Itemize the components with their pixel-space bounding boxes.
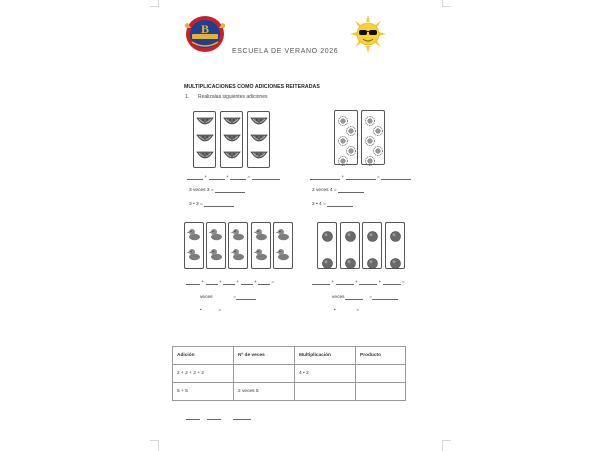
answer-blank[interactable] [186,279,200,285]
answer-blank[interactable] [236,294,256,300]
flower-icon [365,153,375,163]
table-row [173,383,406,401]
answer-blank[interactable] [187,174,203,180]
multiplication-line-berries: • = [334,308,360,313]
table-cell: 2 veces 5 [234,383,295,401]
answer-blank[interactable] [381,174,411,180]
header-n-veces: Nº de veces [234,347,295,365]
rubber-duck-icon [276,227,290,241]
multiplication-line-watermelons: 3 • 3 = [189,201,234,207]
flower-icon [346,123,356,133]
trailing-blanks [186,402,251,420]
table-cell-input[interactable] [295,383,356,401]
flower-icon [373,143,383,153]
answer-blank[interactable] [336,279,354,285]
watermelon-slice-icon [223,149,241,160]
answer-blank[interactable] [310,174,340,180]
rubber-duck-icon [187,227,201,241]
watermelon-slice-icon [223,115,241,126]
answer-blank[interactable] [204,201,234,207]
table-header-row [173,347,406,365]
watermelon-slice-icon [250,149,268,160]
header-adicion: Adición [173,347,234,365]
watermelon-slice-icon [196,132,214,143]
watermelon-slice-icon [196,115,214,126]
watermelon-slice-icon [223,132,241,143]
answer-blank[interactable] [346,174,376,180]
header-producto: Producto [356,347,406,365]
answer-blank[interactable] [312,279,330,285]
rubber-duck-icon [187,247,201,261]
answer-blank[interactable] [383,279,401,285]
school-crest-logo [183,14,227,54]
answer-blank[interactable] [252,174,280,180]
round-fruit-icon [322,229,333,240]
answer-blank[interactable] [241,279,253,285]
multiplication-line-flowers: 2 • 4 = [312,201,353,207]
round-fruit-icon [345,256,356,267]
instruction-number: 1. [185,94,190,100]
round-fruit-icon [322,256,333,267]
table-row [173,365,406,383]
rubber-duck-icon [254,247,268,261]
answer-blank[interactable] [372,294,398,300]
rubber-duck-icon [254,227,268,241]
answer-blank[interactable] [207,414,221,420]
round-fruit-icon [345,229,356,240]
addition-line-ducks: + + + + = [186,279,274,285]
rubber-duck-icon [231,247,245,261]
flower-icon [338,113,348,123]
flower-icon [365,133,375,143]
rubber-duck-icon [276,247,290,261]
addition-line-watermelons: + + = [187,174,280,180]
header-multiplicacion: Multiplicación [295,347,356,365]
rubber-duck-icon [209,227,223,241]
answer-blank[interactable] [223,279,235,285]
addition-line-flowers: + = [310,174,411,180]
multiplication-line-ducks: • = [200,308,222,313]
veces-line-ducks: veces = [200,294,256,300]
veces-line-watermelons: 3 veces 3 = [189,187,245,193]
crop-mark-top-left [150,0,159,7]
addition-line-berries: + + + = [312,279,405,285]
flower-icon [365,113,375,123]
table-cell-input[interactable] [234,365,295,383]
answer-blank[interactable] [338,187,364,193]
flower-icon [373,123,383,133]
summary-table [172,346,406,401]
round-fruit-icon [367,229,378,240]
crop-mark-bottom-left [150,440,159,451]
rubber-duck-icon [209,247,223,261]
rubber-duck-icon [231,227,245,241]
answer-blank[interactable] [359,279,377,285]
flower-icon [338,133,348,143]
round-fruit-icon [390,256,401,267]
answer-blank[interactable] [230,174,246,180]
flower-icon [338,153,348,163]
table-cell-input[interactable] [356,383,406,401]
answer-blank[interactable] [215,187,245,193]
veces-line-flowers: 2 veces 4 = [312,187,364,193]
table-cell: 2 + 2 + 2 + 2 [173,365,234,383]
watermelon-slice-icon [196,149,214,160]
table-cell-input[interactable] [356,365,406,383]
sun-with-sunglasses-icon [350,15,386,53]
veces-line-berries: veces = [332,294,398,300]
answer-blank[interactable] [345,294,363,300]
answer-blank[interactable] [233,414,251,420]
answer-blank[interactable] [209,174,225,180]
round-fruit-icon [390,229,401,240]
instruction-text: Realizalas siguientes adiciones [198,94,268,100]
page-title: ESCUELA DE VERANO 2026 [232,48,339,55]
round-fruit-icon [367,256,378,267]
worksheet-heading: MULTIPLICACIONES COMO ADICIONES REITERADAS [184,84,320,90]
crop-mark-bottom-right [442,440,451,451]
table-cell: 4 • 2 [295,365,356,383]
answer-blank[interactable] [206,279,218,285]
answer-blank[interactable] [186,414,200,420]
answer-blank[interactable] [327,201,353,207]
table-cell: 5 + 5 [173,383,234,401]
flower-icon [346,143,356,153]
crop-mark-top-right [442,0,451,7]
answer-blank[interactable] [258,279,270,285]
watermelon-slice-icon [250,132,268,143]
svg-text:B: B [200,22,210,36]
watermelon-slice-icon [250,115,268,126]
